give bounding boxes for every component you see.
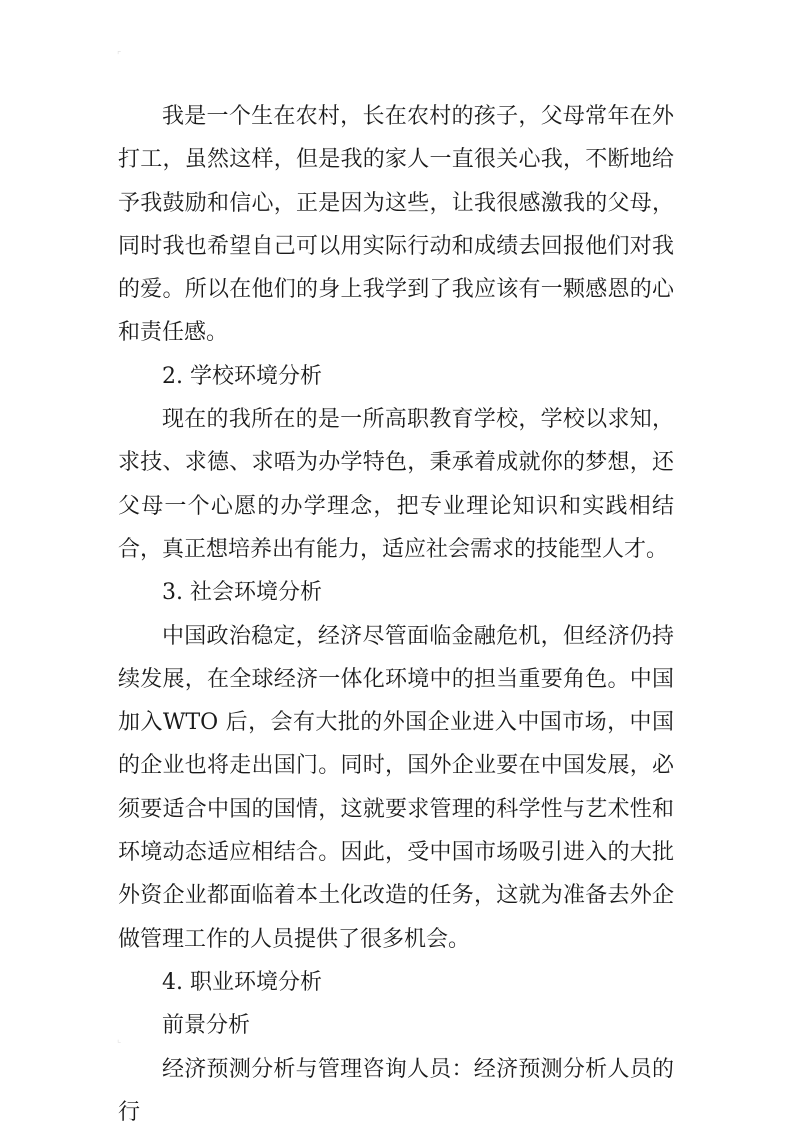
paragraph-family-environment: 我是一个生在农村，长在农村的孩子，父母常年在外打工，虽然这样，但是我的家人一直很关心我，不断地给予我鼓励和信心，正是因为这些，让我很感激我的父母，同时我也希望自己可以用实际行动和成绩去回报他们对我的爱。所以在他们的身上我学到了我应该有一颗感恩的心和责任感。: [118, 104, 674, 346]
page-corner-mark-bottom: ⌞: [117, 1035, 122, 1045]
document-body: [118, 95, 674, 1134]
heading-prospect-analysis: 前景分析: [162, 1013, 251, 1039]
page-corner-mark-top: ⌜: [117, 51, 122, 61]
heading-social-environment: 3. 社会环境分析: [162, 580, 322, 606]
paragraph-school-environment: 现在的我所在的是一所高职教育学校，学校以求知，求技、求德、求唔为办学特色，秉承着成就你的梦想，还父母一个心愿的办学理念，把专业理论知识和实践相结合，真正想培养出有能力，适应社会需求的技能型人才。: [118, 407, 674, 562]
heading-career-environment: 4. 职业环境分析: [162, 969, 322, 995]
paragraph-economic-forecast: 经济预测分析与管理咨询人员：经济预测分析人员的行: [118, 1056, 674, 1125]
heading-school-environment: 2. 学校环境分析: [162, 363, 322, 389]
paragraph-social-environment: 中国政治稳定，经济尽管面临金融危机，但经济仍持续发展，在全球经济一体化环境中的担当重要角色。中国加入WTO 后，会有大批的外国企业进入中国市场，中国的企业也将走出国门。同时，国外企业要在中国发展，必须要适合中国的国情，这就要求管理的科学性与艺术性和环境动态适应相结合。因此，受中国市场吸引进入的大批外资企业都面临着本土化改造的任务，这就为准备去外企做管理工作的人员提供了很多机会。: [118, 623, 674, 952]
